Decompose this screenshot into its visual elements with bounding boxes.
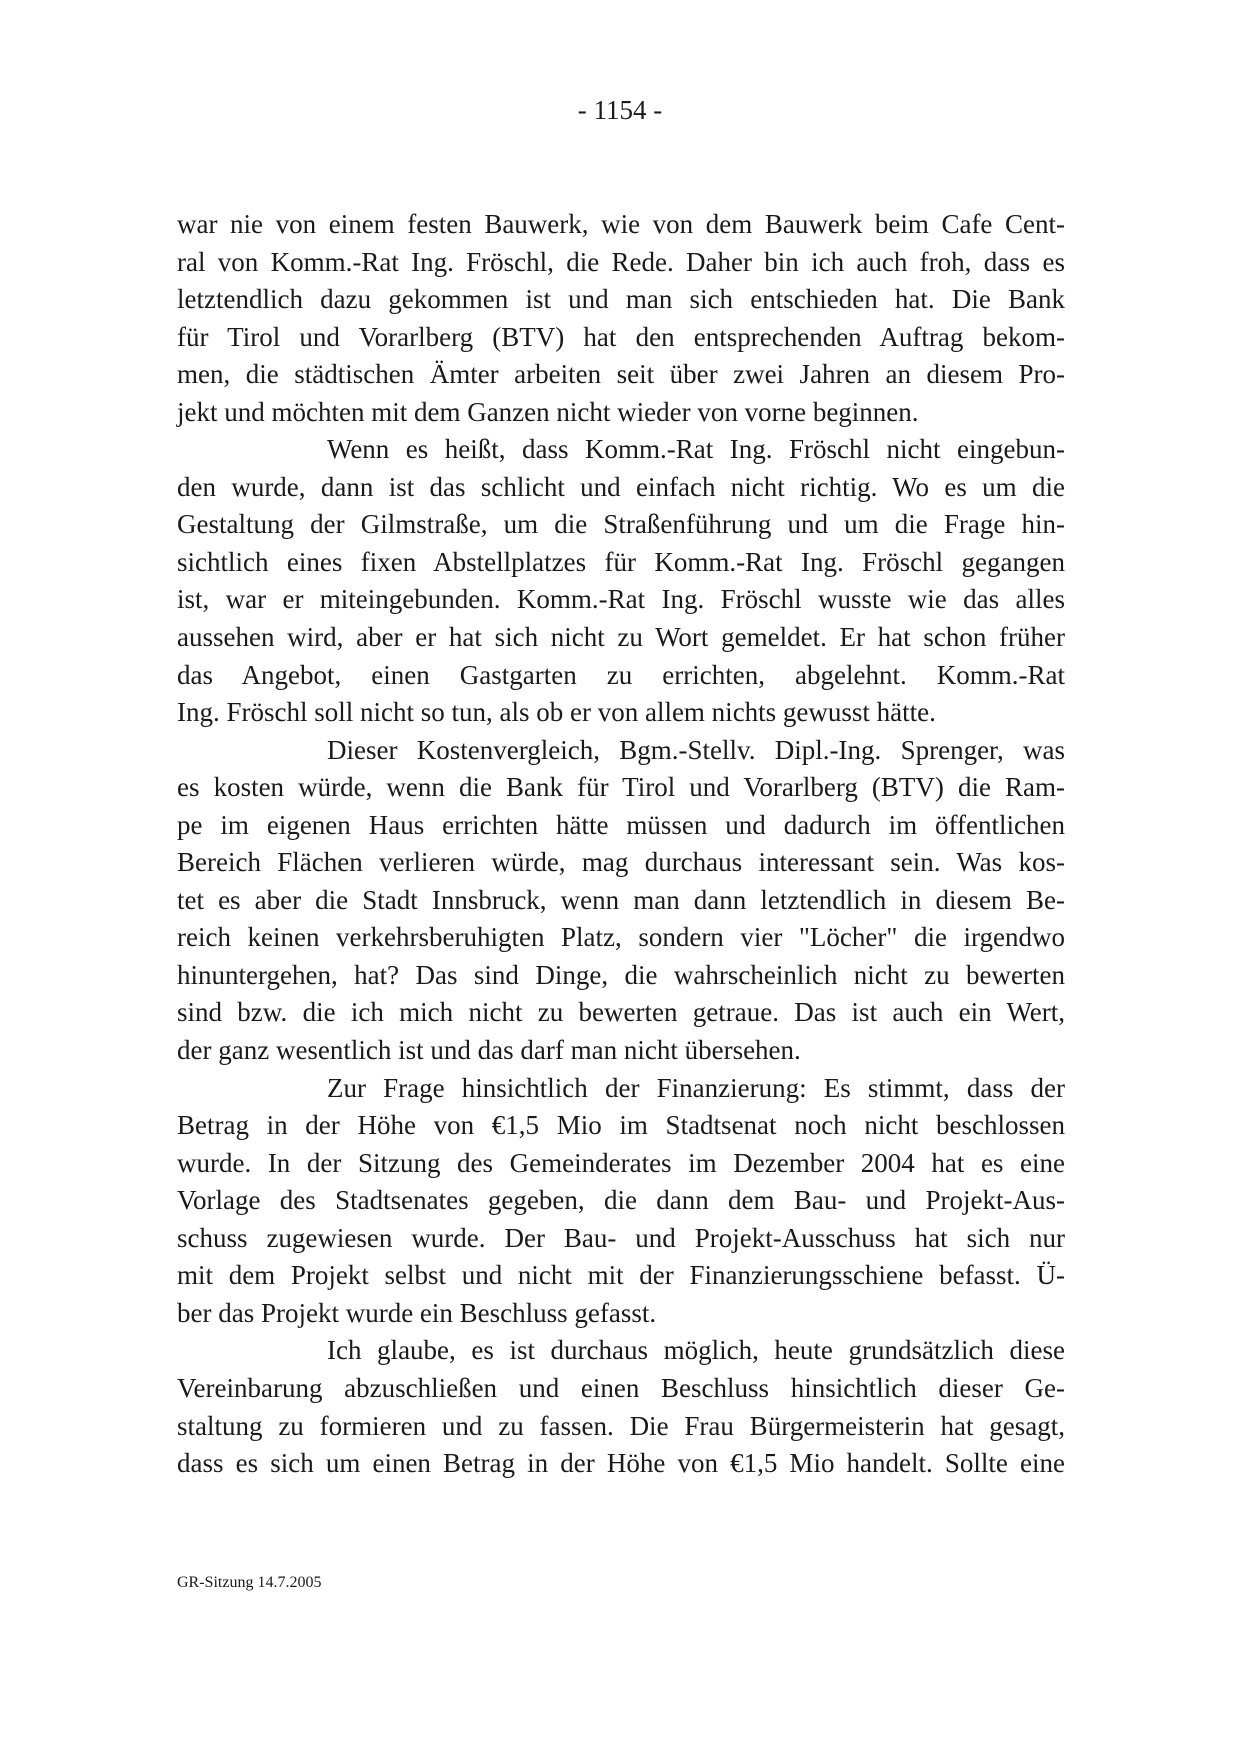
text-line: dass es sich um einen Betrag in der Höhe von €1,5 Mio handelt. Sollte eine (177, 1448, 1065, 1479)
text-line: pe im eigenen Haus errichten hätte müssen und dadurch im öffentlichen (177, 809, 1065, 840)
text-line: Ich glaube, es ist durchaus möglich, heute grundsätzlich diese (327, 1335, 1065, 1366)
text-line: Bereich Flächen verlieren würde, mag durchaus interessant sein. Was kos- (177, 847, 1065, 878)
text-line: Zur Frage hinsichtlich der Finanzierung: Es stimmt, dass der (327, 1072, 1065, 1103)
text-line: mit dem Projekt selbst und nicht mit der Finanzierungsschiene befasst. Ü- (177, 1260, 1065, 1291)
text-line: Vorlage des Stadtsenates gegeben, die dann dem Bau- und Projekt-Aus- (177, 1185, 1065, 1216)
text-line: staltung zu formieren und zu fassen. Die Frau Bürgermeisterin hat gesagt, (177, 1410, 1065, 1441)
text-line: den wurde, dann ist das schlicht und einfach nicht richtig. Wo es um die (177, 471, 1065, 502)
text-line: jekt und möchten mit dem Ganzen nicht wieder von vorne beginnen. (177, 396, 919, 427)
text-line: Wenn es heißt, dass Komm.-Rat Ing. Fröschl nicht eingebun- (327, 434, 1065, 465)
text-line: Vereinbarung abzuschließen und einen Beschluss hinsichtlich dieser Ge- (177, 1372, 1065, 1403)
text-line: Dieser Kostenvergleich, Bgm.-Stellv. Dipl.-Ing. Sprenger, was (327, 734, 1065, 765)
text-line: war nie von einem festen Bauwerk, wie von dem Bauwerk beim Cafe Cent- (177, 209, 1065, 239)
text-line: es kosten würde, wenn die Bank für Tirol und Vorarlberg (BTV) die Ram- (177, 772, 1065, 803)
body-text (177, 206, 1065, 1483)
text-line: Ing. Fröschl soll nicht so tun, als ob er von allem nichts gewusst hätte. (177, 697, 936, 728)
text-line: das Angebot, einen Gastgarten zu errichten, abgelehnt. Komm.-Rat (177, 659, 1065, 690)
text-line: ber das Projekt wurde ein Beschluss gefasst. (177, 1297, 657, 1328)
text-line: Betrag in der Höhe von €1,5 Mio im Stadtsenat noch nicht beschlossen (177, 1110, 1065, 1141)
text-line: hinuntergehen, hat? Das sind Dinge, die wahrscheinlich nicht zu bewerten (177, 959, 1065, 990)
text-line: ral von Komm.-Rat Ing. Fröschl, die Rede. Daher bin ich auch froh, dass es (177, 246, 1065, 277)
text-line: tet es aber die Stadt Innsbruck, wenn man dann letztendlich in diesem Be- (177, 884, 1065, 915)
footer-session-date: GR-Sitzung 14.7.2005 (177, 1574, 322, 1591)
text-line: men, die städtischen Ämter arbeiten seit über zwei Jahren an diesem Pro- (177, 359, 1065, 390)
text-line: der ganz wesentlich ist und das darf man nicht übersehen. (177, 1035, 801, 1066)
text-line: Gestaltung der Gilmstraße, um die Straßenführung und um die Frage hin- (177, 509, 1065, 540)
text-line: wurde. In der Sitzung des Gemeinderates im Dezember 2004 hat es eine (177, 1147, 1065, 1178)
text-line: ist, war er miteingebunden. Komm.-Rat Ing. Fröschl wusste wie das alles (177, 584, 1065, 615)
text-line: aussehen wird, aber er hat sich nicht zu Wort gemeldet. Er hat schon früher (177, 622, 1065, 653)
text-line: sichtlich eines fixen Abstellplatzes für Komm.-Rat Ing. Fröschl gegangen (177, 546, 1065, 577)
text-line: reich keinen verkehrsberuhigten Platz, sondern vier "Löcher" die irgendwo (177, 922, 1065, 953)
text-line: sind bzw. die ich mich nicht zu bewerten getraue. Das ist auch ein Wert, (177, 997, 1065, 1028)
text-line: für Tirol und Vorarlberg (BTV) hat den entsprechenden Auftrag bekom- (177, 321, 1065, 352)
page-number: - 1154 - (577, 95, 663, 125)
text-line: schuss zugewiesen wurde. Der Bau- und Projekt-Ausschuss hat sich nur (177, 1222, 1065, 1253)
text-line: letztendlich dazu gekommen ist und man sich entschieden hat. Die Bank (177, 284, 1065, 315)
